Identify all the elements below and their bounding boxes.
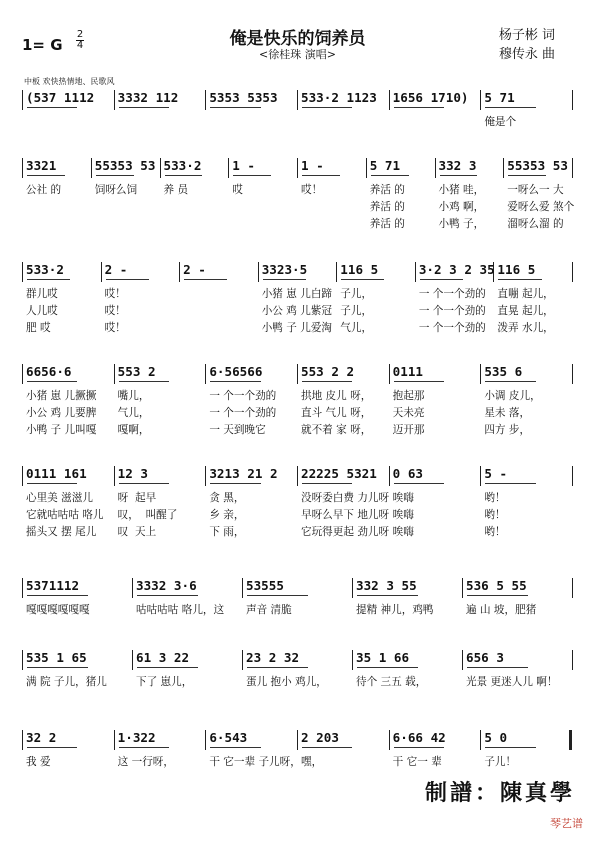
- measure: 5 -: [484, 466, 508, 481]
- lyric-segment: 小鸭 子 儿叫嘎: [26, 424, 97, 436]
- lyric-segment: 气儿，: [117, 407, 150, 419]
- lyric-segment: 待个 三五 载，: [356, 676, 427, 688]
- measure: 12 3: [117, 466, 148, 481]
- measure: 0111 161: [26, 466, 87, 481]
- lyric-segment: 声音 清脆: [246, 604, 292, 616]
- lyric-segment: 唉嗨: [392, 492, 414, 504]
- measure: 3332 3·6: [136, 578, 197, 593]
- lyric-segment: 一 个一个劲的: [209, 407, 277, 419]
- lyric-segment: 满 院 子儿，猪儿: [26, 676, 107, 688]
- lyric-segment: 小调 皮儿，: [484, 390, 541, 402]
- measure: 0 63: [392, 466, 423, 481]
- lyric-segment: 哎！: [104, 305, 126, 317]
- measure: 553 2: [117, 364, 156, 379]
- measure: 6·66 42: [392, 730, 446, 745]
- note-line: [0, 730, 595, 748]
- lyric-segment: 哎: [232, 184, 243, 196]
- measure: 35 1 66: [356, 650, 410, 665]
- lyric-segment: 叹 天上: [117, 526, 157, 538]
- site-logo: 琴艺谱: [550, 817, 583, 830]
- lyric-segment: 摇头又 摆 尾儿: [26, 526, 97, 538]
- measure: 1 -: [301, 158, 324, 173]
- measure: 6656·6: [26, 364, 72, 379]
- lyric-segment: 直嘣 起儿，: [497, 288, 554, 300]
- meter-bottom: 4: [76, 40, 84, 51]
- lyric-segment: 子儿，: [340, 288, 373, 300]
- lyric-segment: 抱起那: [392, 390, 425, 402]
- measure: 5 0: [484, 730, 508, 745]
- lyric-segment: 叹， 叫醒了: [117, 509, 178, 521]
- lyric-segment: 它就咕咕咕 咯儿: [26, 509, 104, 521]
- lyric-segment: 俺是个: [484, 116, 517, 128]
- lyric-segment: 心里美 滋滋儿: [26, 492, 93, 504]
- lyric-segment: 蛋儿 抱小 鸡儿，: [246, 676, 327, 688]
- measure: 536 5 55: [466, 578, 527, 593]
- measure: 1 -: [232, 158, 255, 173]
- measure: 55353 53: [507, 158, 568, 173]
- note-line: [0, 578, 595, 596]
- lyric-segment: 子儿！: [484, 756, 517, 768]
- measure: 32 2: [26, 730, 57, 745]
- lyric-segment: 一呀么一 大: [507, 184, 564, 196]
- measure: 5 71: [369, 158, 401, 173]
- lyric-segment: 嘎啊，: [117, 424, 150, 436]
- lyric-segment: 咕咕咕咕 咯儿，这: [136, 604, 225, 616]
- lyric-segment: 直斗 气儿 呀，: [301, 407, 372, 419]
- lyric-segment: 星未 落，: [484, 407, 531, 419]
- lyric-segment: 天未亮: [392, 407, 425, 419]
- measure: 5353 5353: [209, 90, 278, 105]
- lyric-segment: 它玩得更起 劲儿呀: [301, 526, 390, 538]
- lyricist: 杨子彬 词: [498, 28, 555, 43]
- lyric-segment: 小鸡 啊，: [438, 201, 485, 213]
- transcriber-stamp: 制譜：陳真學: [424, 780, 575, 806]
- measure: 535 1 65: [26, 650, 87, 665]
- lyric-segment: 一 天到晚它: [209, 424, 266, 436]
- lyric-segment: 贪 黑，: [209, 492, 245, 504]
- performer-line: <徐桂珠 演唱>: [259, 48, 336, 61]
- lyric-segment: 这 一行呀，: [117, 756, 174, 768]
- lyric-segment: 拱地 皮儿 呀，: [301, 390, 372, 402]
- lyric-segment: 遍 山 坡，肥猪: [466, 604, 537, 616]
- lyric-segment: 饲呀么饲: [94, 184, 138, 196]
- measure: 53555: [246, 578, 284, 593]
- meter-top: 2: [76, 29, 84, 40]
- lyric-segment: 气儿，: [340, 322, 373, 334]
- lyric-segment: 哎！: [104, 322, 126, 334]
- lyric-segment: 小公 鸡 儿要脾: [26, 407, 97, 419]
- lyric-segment: 就不着 家 呀，: [301, 424, 372, 436]
- lyric-segment: 养活 的: [369, 184, 405, 196]
- measure: 116 5: [497, 262, 536, 277]
- measure: 6·56566: [209, 364, 263, 379]
- lyric-segment: 嘿，: [301, 756, 323, 768]
- measure: 5371112: [26, 578, 80, 593]
- measure: 61 3 22: [136, 650, 190, 665]
- note-line: [0, 90, 595, 108]
- lyric-segment: 早呀么早下 地儿呀: [301, 509, 390, 521]
- measure: 3213 21 2: [209, 466, 278, 481]
- lyric-segment: 我 爱: [26, 756, 51, 768]
- lyric-segment: 溜呀么溜 的: [507, 218, 564, 230]
- lyric-segment: 嘴儿，: [117, 390, 150, 402]
- lyric-segment: 群儿哎: [26, 288, 58, 300]
- measure: 3332 112: [117, 90, 179, 105]
- measure: 116 5: [340, 262, 379, 277]
- lyric-segment: 哟！: [484, 492, 506, 504]
- measure: 3·2 3 2 35: [418, 262, 495, 277]
- note-line: [0, 364, 595, 382]
- lyric-segment: 哎！: [301, 184, 323, 196]
- lyric-segment: 养 员: [163, 184, 189, 196]
- credits: [499, 26, 555, 64]
- measure: 5 71: [484, 90, 515, 105]
- lyric-segment: 小猪 哇，: [438, 184, 485, 196]
- lyric-segment: 一 个一个劲的: [418, 288, 486, 300]
- lyric-segment: 迈开那: [392, 424, 425, 436]
- lyric-segment: 唉嗨: [392, 509, 414, 521]
- lyric-segment: 肥 哎: [26, 322, 51, 334]
- lyric-segment: 光景 更迷人儿 啊！: [466, 676, 558, 688]
- measure: 3323·5: [261, 262, 308, 277]
- lyric-segment: 提精 神儿，鸡鸭: [356, 604, 434, 616]
- key-signature: 1= G: [22, 36, 63, 54]
- measure: 332 3 55: [356, 578, 417, 593]
- lyric-segment: 呀 起早: [117, 492, 157, 504]
- lyric-segment: 一 个一个劲的: [418, 305, 486, 317]
- lyric-segment: 爱呀么爱 煞个: [507, 201, 575, 213]
- tempo-marking: 中板 欢快热情地、民歌风: [24, 77, 115, 86]
- lyric-segment: 养活 的: [369, 218, 405, 230]
- note-line: [0, 650, 595, 668]
- lyric-segment: 下了 崽儿，: [136, 676, 193, 688]
- lyric-segment: 小猪 崽 儿撅撅: [26, 390, 97, 402]
- lyric-segment: 唉嗨: [392, 526, 414, 538]
- lyric-segment: 小鸭 子，: [438, 218, 485, 230]
- measure: 23 2 32: [246, 650, 300, 665]
- lyric-segment: 泼弄 水儿，: [497, 322, 554, 334]
- measure: 22225 5321: [301, 466, 377, 481]
- composer: 穆传永 曲: [498, 47, 555, 62]
- lyric-segment: 哟！: [484, 509, 506, 521]
- measure: 656 3: [466, 650, 504, 665]
- lyric-segment: 一 个一个劲的: [418, 322, 486, 334]
- measure: 332 3: [438, 158, 477, 173]
- lyric-segment: 哟！: [484, 526, 506, 538]
- measure: 2 -: [104, 262, 128, 277]
- measure: 533·2: [26, 262, 64, 277]
- lyric-segment: 人儿哎: [26, 305, 58, 317]
- lyric-segment: 子儿，: [340, 305, 373, 317]
- note-line: [0, 466, 595, 484]
- lyric-segment: 四方 步，: [484, 424, 531, 436]
- lyric-segment: 哎！: [104, 288, 126, 300]
- note-line: [0, 158, 595, 176]
- measure: 533·2 1123: [301, 90, 377, 105]
- lyric-segment: 下 雨，: [209, 526, 245, 538]
- song-title: 俺是快乐的饲养员: [229, 29, 366, 49]
- lyric-segment: 小猪 崽 儿白蹄: [261, 288, 332, 300]
- measure: 6·543: [209, 730, 248, 745]
- measure: 2 -: [183, 262, 206, 277]
- note-line: [0, 262, 595, 280]
- lyric-segment: 干 它一 辈: [392, 756, 442, 768]
- lyric-segment: 养活 的: [369, 201, 405, 213]
- lyric-segment: 乡 亲，: [209, 509, 245, 521]
- measure: 533·2: [163, 158, 202, 173]
- measure: 1·322: [117, 730, 156, 745]
- measure: 535 6: [484, 364, 523, 379]
- lyric-segment: 小鸭 子 儿爱淘: [261, 322, 332, 334]
- measure: 1656 1710): [392, 90, 469, 105]
- lyric-segment: 没呀委白费 力儿呀: [301, 492, 390, 504]
- lyric-segment: 直晃 起儿，: [497, 305, 554, 317]
- lyric-segment: 干 它一辈 子儿呀，: [209, 756, 301, 768]
- lyric-segment: 嘎嘎嘎嘎嘎嘎: [26, 604, 90, 616]
- measure: 55353 53: [94, 158, 156, 173]
- measure: (537 1112: [26, 90, 95, 105]
- lyric-segment: 一 个一个劲的: [209, 390, 277, 402]
- measure: 0111: [392, 364, 423, 379]
- lyric-segment: 小公 鸡 儿紫冠: [261, 305, 332, 317]
- lyric-segment: 公社 的: [26, 184, 62, 196]
- measure: 3321: [26, 158, 57, 173]
- measure: 2 203: [301, 730, 339, 745]
- measure: 553 2 2: [301, 364, 355, 379]
